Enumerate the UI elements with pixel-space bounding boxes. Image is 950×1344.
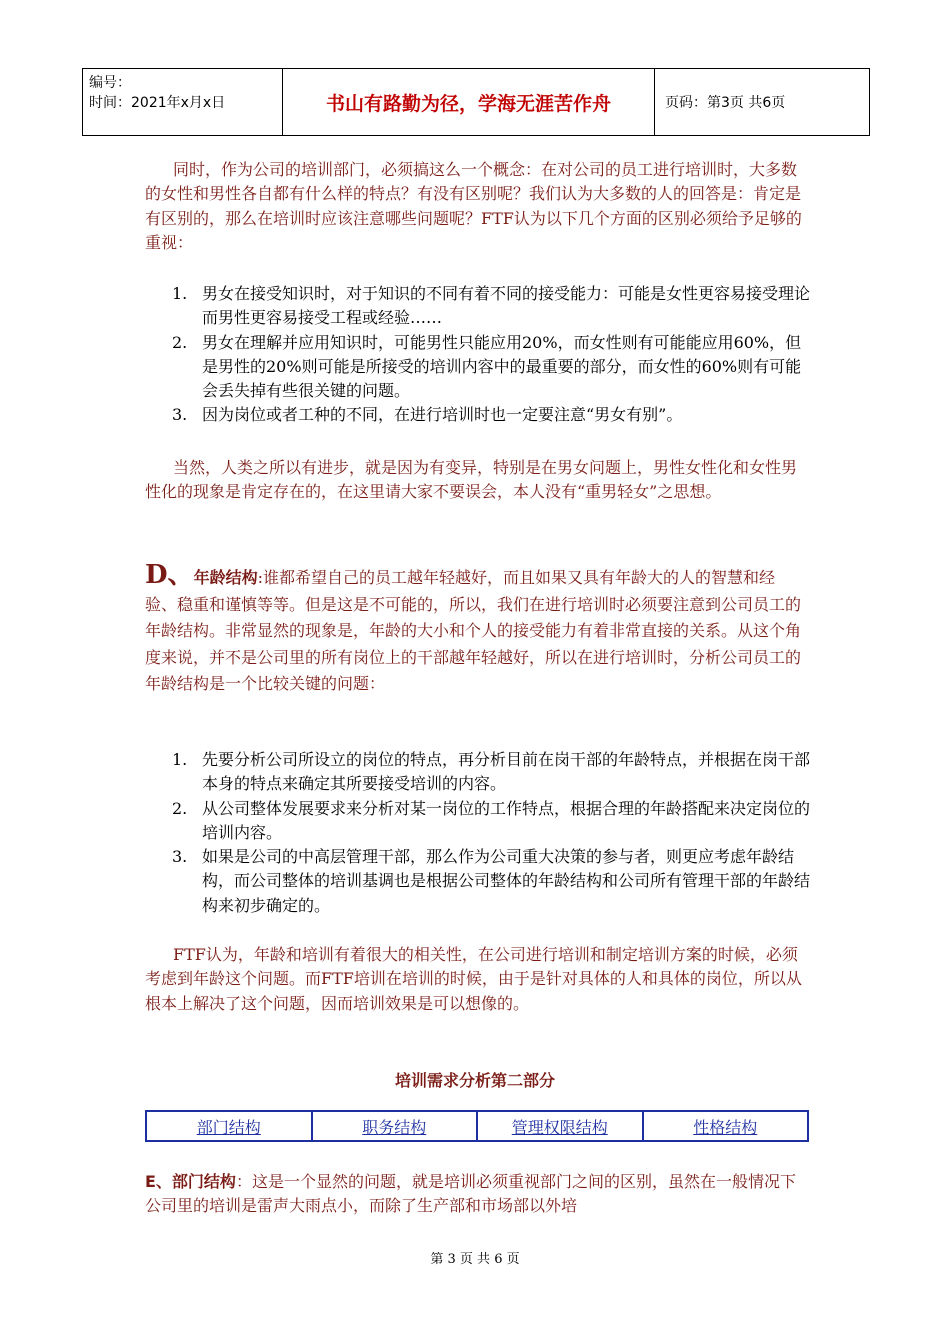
tab-authority-structure[interactable]: 管理权限结构 — [478, 1112, 644, 1140]
header-motto: 书山有路勤为径，学海无涯苦作舟 — [283, 69, 655, 135]
list-item — [172, 797, 812, 846]
list-item — [172, 403, 812, 427]
list-item — [172, 748, 812, 797]
list-item-number: 3. — [172, 847, 188, 867]
list-item-number: 1. — [172, 284, 188, 303]
gender-note-text: 当然，人类之所以有进步，就是因为有变异，特别是在男女问题上，男性女性化和女性男性化的现象是肯定存在的，在这里请大家不要误会，本人没有“重男轻女”之思想。 — [145, 458, 798, 502]
header-meta — [83, 69, 283, 135]
page-header — [82, 68, 870, 136]
section-d-paragraph — [145, 562, 805, 698]
code-label: 编号： — [89, 75, 131, 91]
age-note-paragraph — [145, 943, 805, 1016]
age-structure-list — [172, 748, 812, 918]
list-item-text: 男女在接受知识时，对于知识的不同有着不同的接受能力：可能是女性更容易接受理论而男性更容易接受工程或经验…… — [202, 284, 811, 328]
part-two-title: 培训需求分析第二部分 — [394, 1071, 555, 1090]
section-e-text: ：这是一个显然的问题，就是培训必须重视部门之间的区别，虽然在一般情况下公司里的培训是雷声大雨点小，而除了生产部和市场部以外培 — [145, 1172, 796, 1216]
intro-paragraph — [145, 158, 805, 255]
page-footer: 第 3 页 共 6 页 — [430, 1252, 520, 1267]
part-two-tabs — [145, 1110, 809, 1142]
tab-personality-structure[interactable]: 性格结构 — [693, 1117, 758, 1137]
list-item-text: 如果是公司的中高层管理干部，那么作为公司重大决策的参与者，则更应考虑年龄结构，而公司整体的培训基调也是根据公司整体的年龄结构和公司所有管理干部的年龄结构来初步确定的。 — [202, 847, 811, 915]
tab-position-structure[interactable]: 职务结构 — [313, 1112, 479, 1140]
list-item-number: 1. — [172, 750, 188, 769]
list-item-text: 从公司整体发展要求来分析对某一岗位的工作特点，根据合理的年龄搭配来决定岗位的培训内容。 — [202, 798, 811, 842]
header-page-info: 页码：第3页 共6页 — [665, 95, 786, 111]
list-item-number: 2. — [172, 332, 188, 352]
list-item — [172, 331, 812, 404]
intro-text: 同时，作为公司的培训部门，必须搞这么一个概念：在对公司的员工进行培训时，大多数的女性和男性各自都有什么样的特点？有没有区别呢？我们认为大多数的人的回答是：肯定是有区别的，那么在培训时应该注意哪些问题呢？FTF认为以下几个方面的区别必须给予足够的重视： — [145, 160, 802, 252]
list-item — [172, 282, 812, 331]
section-e-heading: E、部门结构 — [145, 1172, 236, 1191]
section-d-text: :谁都希望自己的员工越年轻越好，而且如果又具有年龄大的人的智慧和经验、稳重和谨慎等等。但是这是不可能的，所以，我们在进行培训时必须要注意到公司员工的年龄结构。非常显然的现象是，年龄的大小和个人的接受能力有着非常直接的关系。从这个角度来说，并不是公司里的所有岗位上的干部越年轻越好，所以在进行培训时，分析公司员工的年龄结构是一个比较关键的问题： — [145, 568, 802, 693]
age-note-text: FTF认为，年龄和培训有着很大的相关性，在公司进行培训和制定培训方案的时候，必须考虑到年龄这个问题。而FTF培训在培训的时候，由于是针对具体的人和具体的岗位，所以从根本上解决了这个问题，因而培训效果是可以想像的。 — [145, 945, 802, 1013]
section-d-heading: 年龄结构 — [193, 568, 258, 587]
gender-note-paragraph — [145, 456, 805, 505]
list-item-number: 3. — [172, 405, 188, 425]
list-item-number: 2. — [172, 798, 188, 818]
date-label: 时间：2021年x月x日 — [89, 95, 226, 111]
list-item-text: 因为岗位或者工种的不同，在进行培训时也一定要注意“男女有别”。 — [202, 405, 683, 425]
section-e-paragraph — [145, 1170, 805, 1219]
section-d-letter: D、 — [145, 560, 194, 590]
list-item — [172, 845, 812, 918]
list-item-text: 男女在理解并应用知识时，可能男性只能应用20%，而女性则有可能能应用60%，但是男性的20%则可能是所接受的培训内容中的最重要的部分，而女性的60%则有可能会丢失掉有些很关键的问题。 — [202, 332, 802, 401]
tab-department-structure[interactable]: 部门结构 — [147, 1112, 313, 1140]
gender-difference-list — [172, 282, 812, 428]
list-item-text: 先要分析公司所设立的岗位的特点，再分析目前在岗干部的年龄特点，并根据在岗干部本身的特点来确定其所要接受培训的内容。 — [202, 750, 811, 794]
